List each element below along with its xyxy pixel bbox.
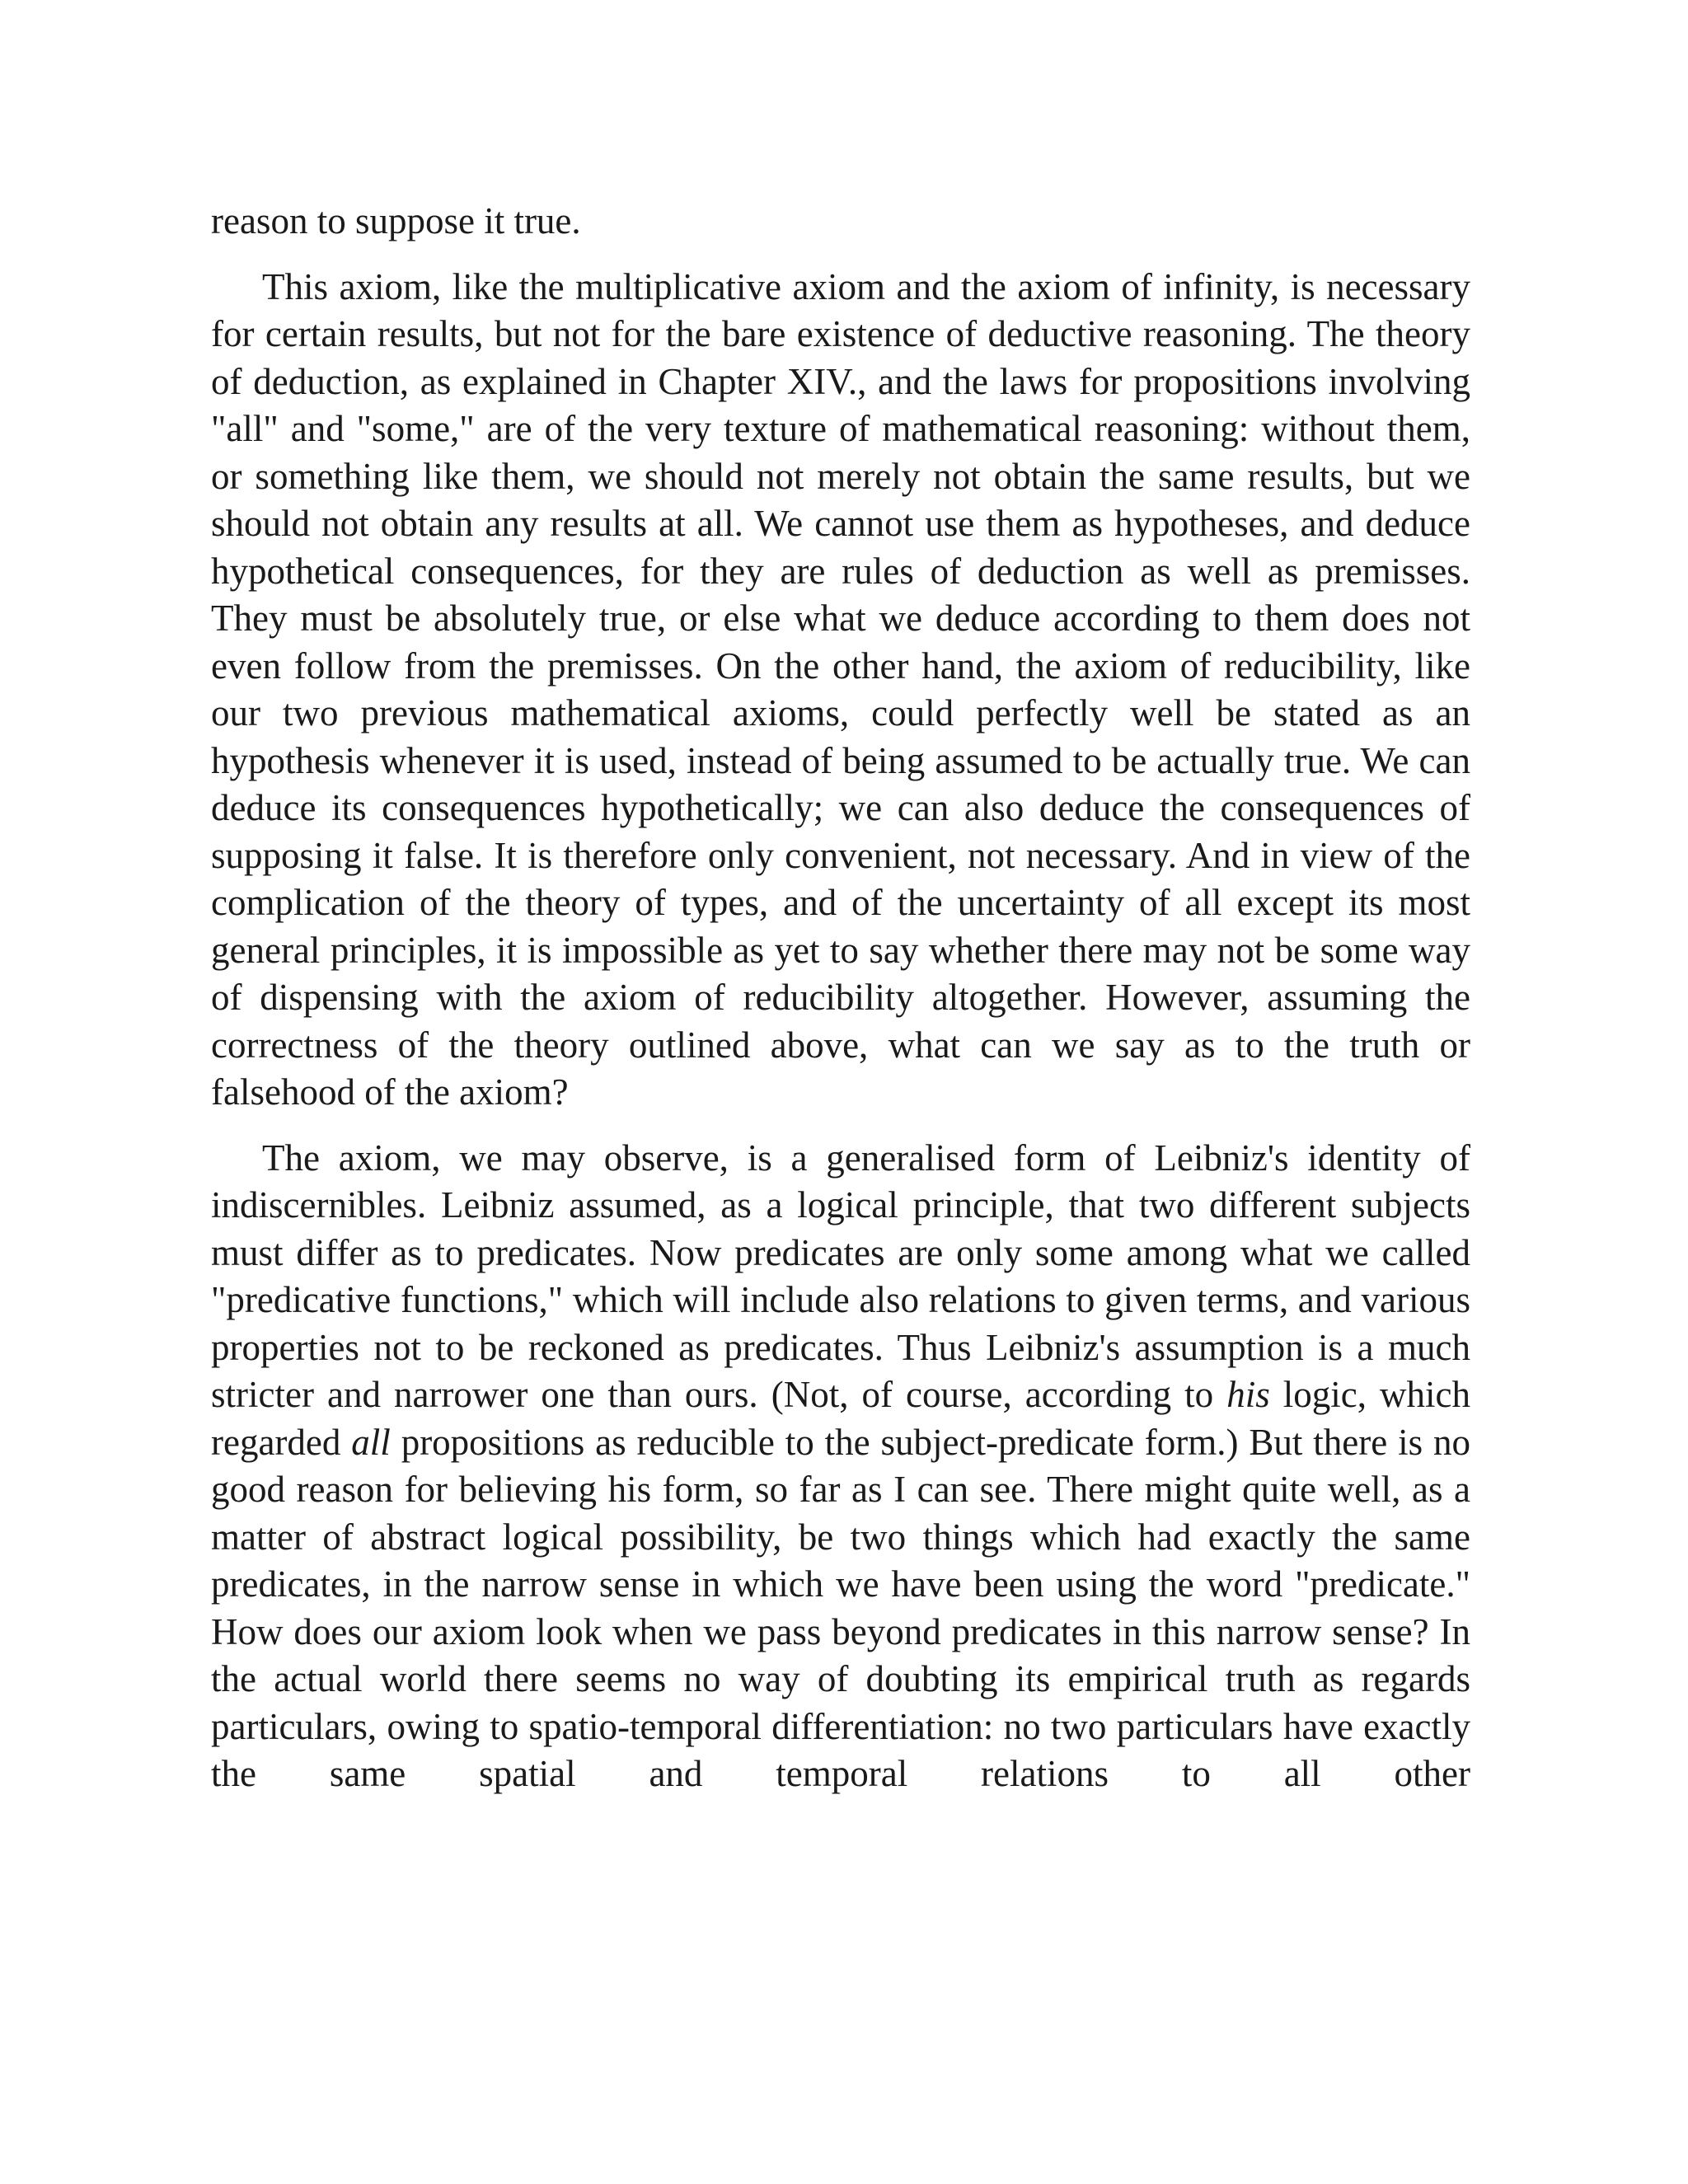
leibniz-text-segment: The axiom, we may observe, is a generalised form of Leibniz's identity of indiscernibles. Leibniz assumed, as a logical principle, that two different subjects must differ as to predicates. Now predicates are only some among what we called "predicative functions," which will include also relations to given terms, and various properties not to be reckoned as predicates. Thus Leibniz's assumption is a much stricter and narrower one than ours. (Not, of course, according to [211,1137,1470,1415]
paragraph-leibniz [211,1135,1470,1798]
leibniz-text-segment: propositions as reducible to the subject-predicate form.) But there is no good reason for believing his form, so far as I can see. There might quite well, as a matter of abstract logical possibility, be two things which had exactly the same predicates, in the narrow sense in which we have been using the word "predicate." How does our axiom look when we pass beyond predicates in this narrow sense? In the actual world there seems no way of doubting its empirical truth as regards particulars, owing to spatio-temporal differentiation: no two particulars have exactly the same spatial and temporal relations to all other [211,1421,1470,1794]
emphasis-his: his [1226,1374,1270,1415]
body-text [211,198,1470,1816]
emphasis-all: all [351,1421,391,1463]
paragraph-continuation: reason to suppose it true. [211,200,581,241]
paragraph-axiom-necessity: This axiom, like the multiplicative axiom and the axiom of infinity, is necessary for certain results, but not for the bare existence of deductive reasoning. The theory of deduction, as explained in Chapter XIV., and the laws for propositions involving "all" and "some," are of the very texture of mathematical reasoning: without them, or something like them, we should not merely not obtain the same results, but we should not obtain any results at all. We cannot use them as hypotheses, and deduce hypothetical consequences, for they are rules of deduction as well as premisses. They must be absolutely true, or else what we deduce according to them does not even follow from the premisses. On the other hand, the axiom of reducibility, like our two previous mathematical axioms, could perfectly well be stated as an hypothesis whenever it is used, instead of being assumed to be actually true. We can deduce its consequences hypothetically; we can also deduce the consequences of supposing it false. It is therefore only convenient, not necessary. And in view of the complication of the theory of types, and of the uncertainty of all except its most general principles, it is impossible as yet to say whether there may not be some way of dispensing with the axiom of reducibility altogether. However, assuming the correctness of the theory outlined above, what can we say as to the truth or falsehood of the axiom? [211,265,1470,1113]
leibniz-text-segment: logic, which regarded [211,1374,1470,1463]
